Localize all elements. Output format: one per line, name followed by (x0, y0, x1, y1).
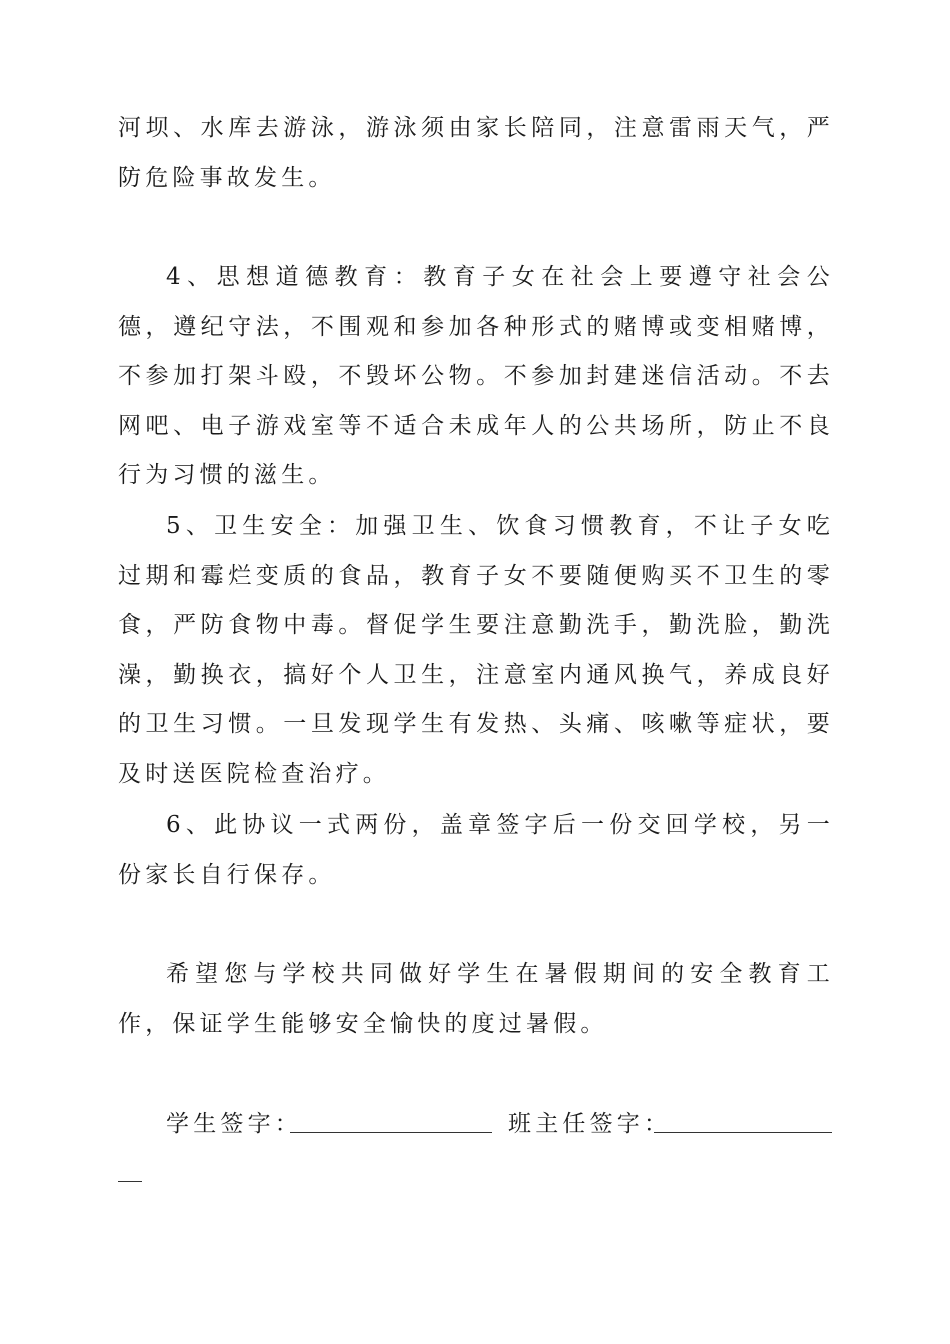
teacher-signature-label: 班主任签字： (508, 1111, 672, 1137)
teacher-signature-line-continuation (118, 1181, 142, 1182)
paragraph-moral-education: 4、思想道德教育：教育子女在社会上要遵守社会公德，遵纪守法，不围观和参加各种形式的赌博或变相赌博，不参加打架斗殴，不毁坏公物。不参加封建迷信活动。不去网吧、电子游戏室等不适合未成年人的公共场所，防止不良行为习惯的滋生。 (118, 264, 834, 488)
student-signature-line (290, 1132, 492, 1133)
paragraph-closing-wish: 希望您与学校共同做好学生在暑假期间的安全教育工作，保证学生能够安全愉快的度过暑假。 (118, 961, 834, 1037)
paragraph-swimming-safety: 河坝、水库去游泳，游泳须由家长陪同，注意雷雨天气，严防危险事故发生。 (118, 115, 834, 191)
paragraph-hygiene-safety: 5、卫生安全：加强卫生、饮食习惯教育，不让子女吃过期和霉烂变质的食品，教育子女不要随便购买不卫生的零食，严防食物中毒。督促学生要注意勤洗手，勤洗脸，勤洗澡，勤换衣，搞好个人卫生，注意室内通风换气，养成良好的卫生习惯。一旦发现学生有发热、头痛、咳嗽等症状，要及时送医院检查治疗。 (118, 513, 834, 787)
teacher-signature-line (654, 1132, 832, 1133)
student-signature-label: 学生签字： (166, 1111, 302, 1137)
paragraph-agreement-copies: 6、此协议一式两份，盖章签字后一份交回学校，另一份家长自行保存。 (118, 812, 834, 888)
signature-row (118, 1100, 834, 1150)
